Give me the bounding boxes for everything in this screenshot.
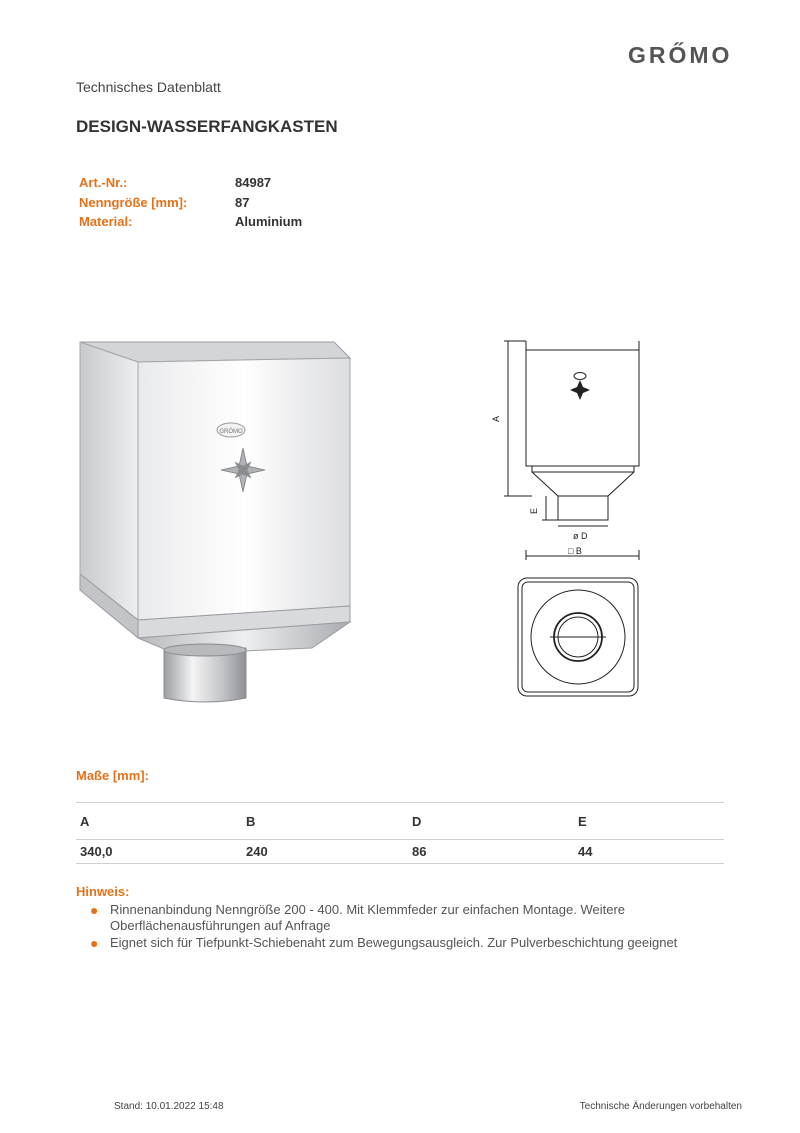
value-e: 44 xyxy=(574,840,724,864)
drawing-label-a: A xyxy=(491,415,501,422)
note-text-1: Rinnenanbindung Nenngröße 200 - 400. Mit Klemmfeder zur einfachen Montage. Weitere Oberflächenausführungen auf Anfrage xyxy=(110,902,626,933)
bullet-icon: ● xyxy=(90,935,99,951)
value-b: 240 xyxy=(242,840,408,864)
technical-drawing-side xyxy=(491,338,650,563)
table-header-row xyxy=(76,803,724,840)
value-d: 86 xyxy=(408,840,574,864)
column-header-a: A xyxy=(76,803,242,840)
column-header-b: B xyxy=(242,803,408,840)
technical-drawing-top xyxy=(516,576,640,698)
footer-disclaimer: Technische Änderungen vorbehalten xyxy=(579,1101,742,1112)
footer-date: Stand: 10.01.2022 15:48 xyxy=(114,1101,224,1112)
spec-value-material: Aluminium xyxy=(235,214,303,229)
drawing-label-e: E xyxy=(529,507,539,514)
value-a: 340,0 xyxy=(76,840,242,864)
note-text-2: Eignet sich für Tiefpunkt-Schiebenaht zum Bewegungsausgleich. Zur Pulverbeschichtung geeignet xyxy=(110,935,678,950)
bullet-icon: ● xyxy=(90,902,99,918)
spec-label-article: Art.-Nr.: xyxy=(79,175,128,190)
brand-logo: GRŐMO xyxy=(628,42,733,68)
dimensions-table xyxy=(76,802,724,864)
spec-label-size: Nenngröße [mm]: xyxy=(79,195,188,210)
product-photo xyxy=(76,338,356,706)
drawing-star-ornament xyxy=(570,373,590,401)
document-type: Technisches Datenblatt xyxy=(76,79,221,95)
notes-heading: Hinweis: xyxy=(76,884,130,899)
dimensions-heading: Maße [mm]: xyxy=(76,768,149,783)
table-row xyxy=(76,840,724,864)
page-title: DESIGN-WASSERFANGKASTEN xyxy=(76,117,338,136)
drawing-label-b: □ B xyxy=(568,546,582,556)
note-item xyxy=(90,902,670,934)
column-header-e: E xyxy=(574,803,724,840)
note-item xyxy=(90,935,730,951)
spec-value-size: 87 xyxy=(235,195,250,210)
spec-label-material: Material: xyxy=(79,214,133,229)
column-header-d: D xyxy=(408,803,574,840)
spec-value-article: 84987 xyxy=(235,175,272,190)
drawing-label-d: ø D xyxy=(573,531,588,541)
photo-emblem-text: GRÖMO xyxy=(219,429,243,435)
